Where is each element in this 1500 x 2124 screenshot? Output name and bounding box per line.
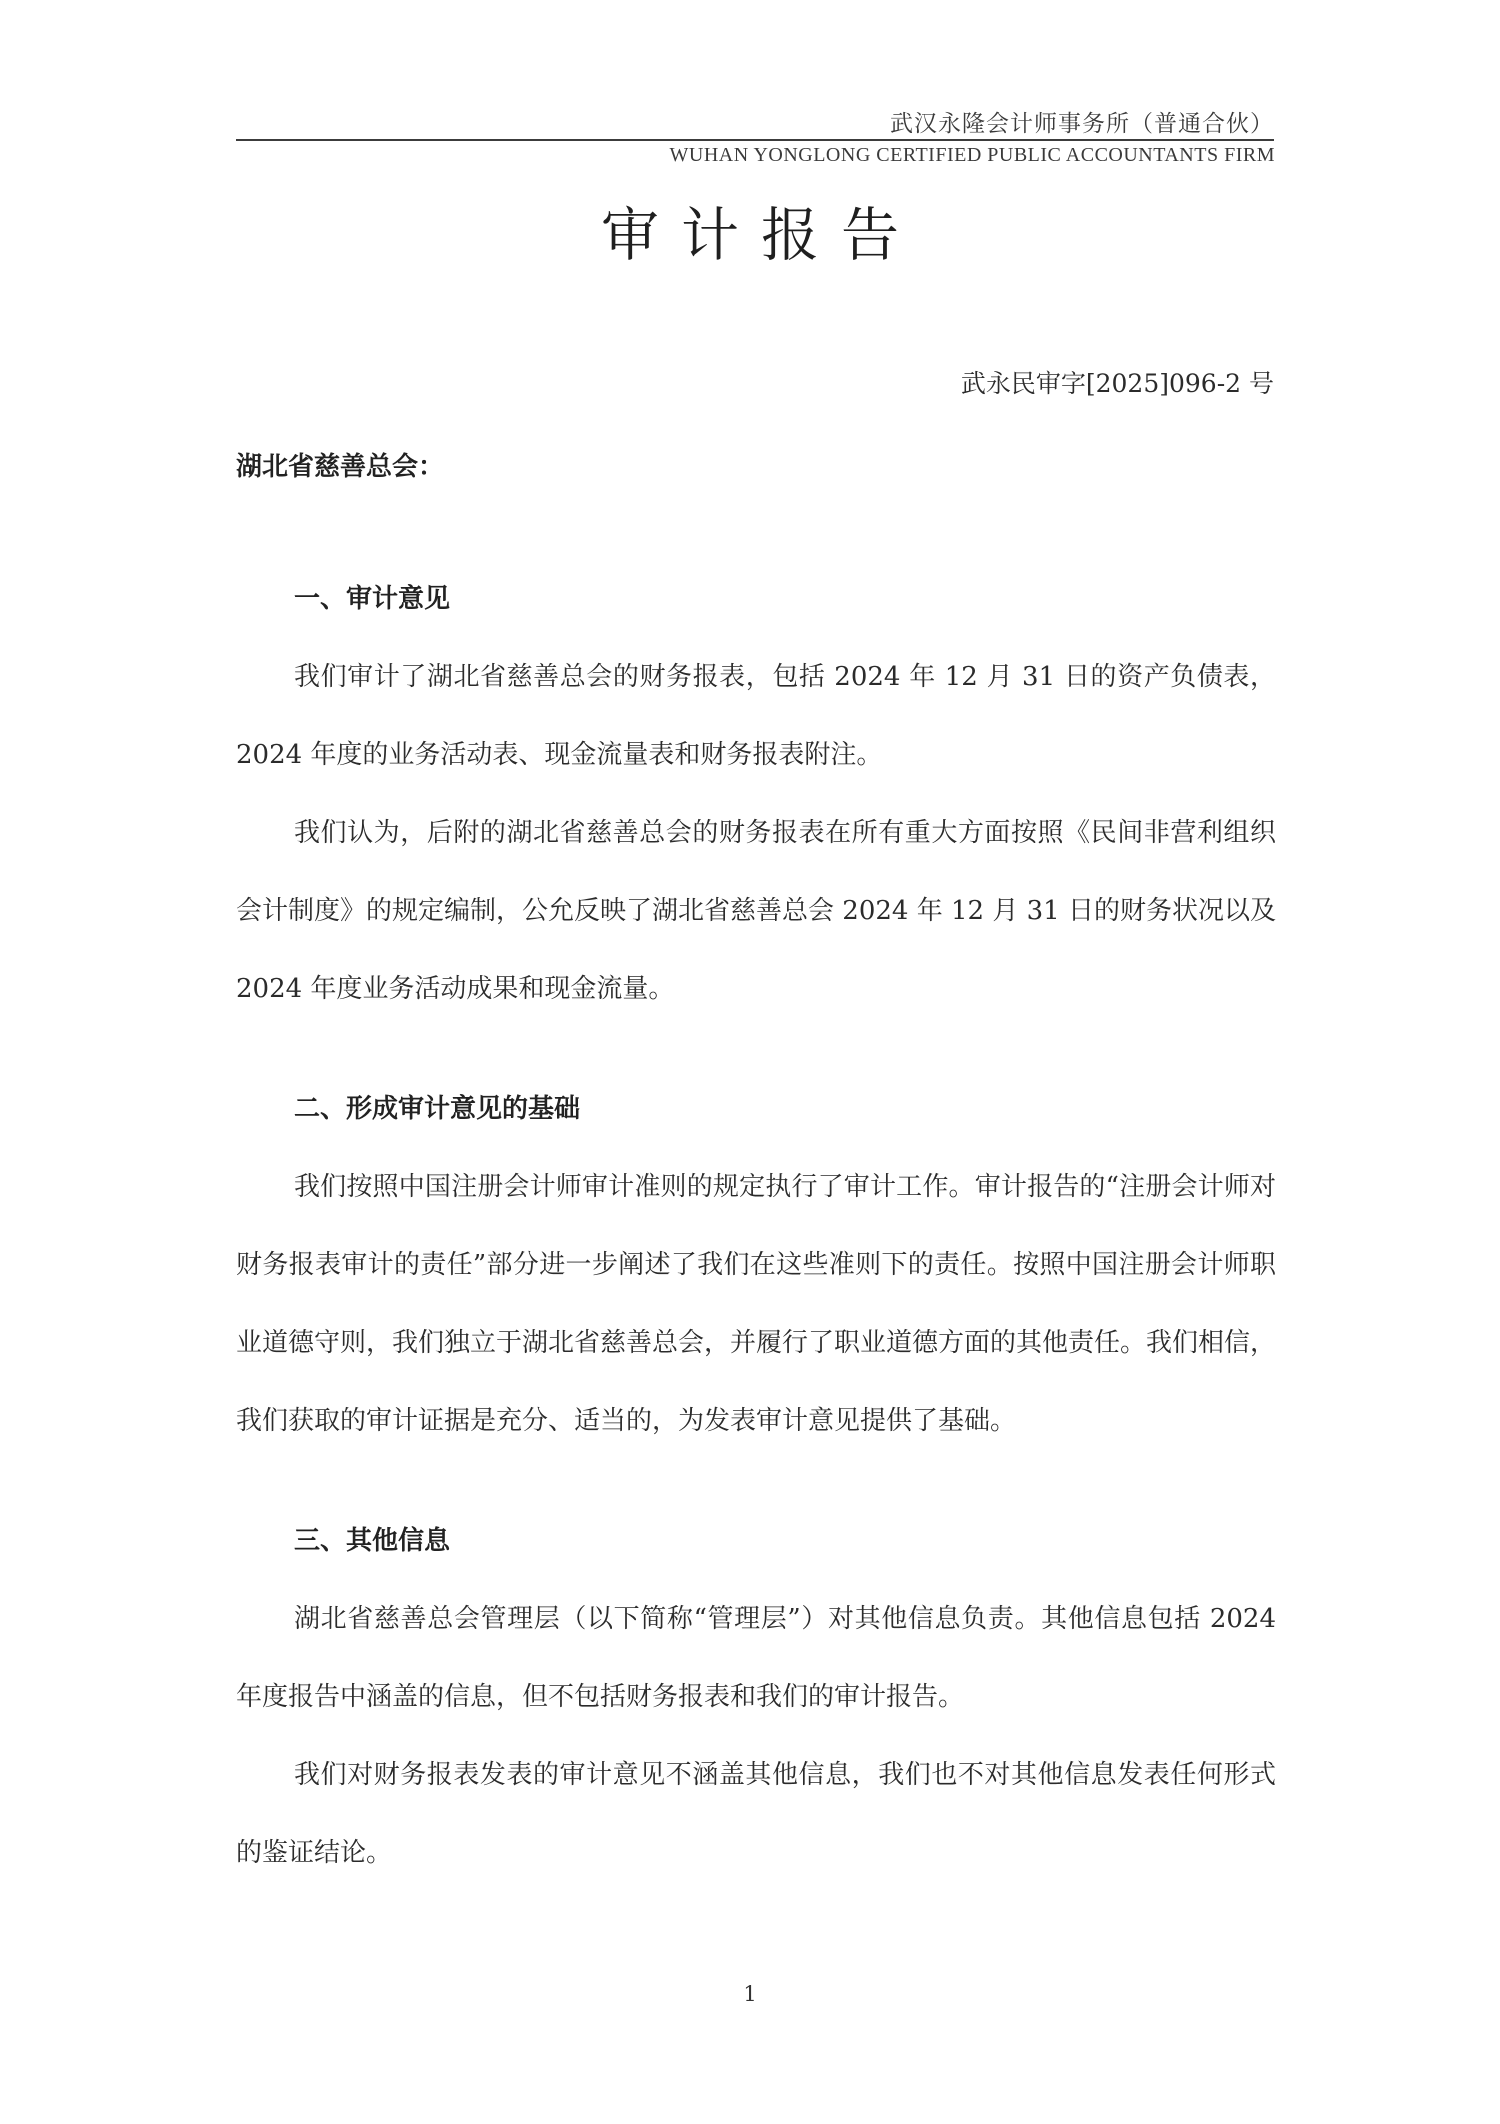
firm-name-en: WUHAN YONGLONG CERTIFIED PUBLIC ACCOUNTANTS FIRM xyxy=(669,144,1275,166)
report-body xyxy=(236,560,1276,1892)
section-heading: 二、形成审计意见的基础 xyxy=(294,1094,581,1124)
section-heading: 一、审计意见 xyxy=(294,584,451,614)
paragraph: 湖北省慈善总会管理层（以下简称“管理层”）对其他信息负责。其他信息包括 2024 年度报告中涵盖的信息，但不包括财务报表和我们的审计报告。 xyxy=(236,1604,1276,1712)
section-heading: 三、其他信息 xyxy=(294,1526,451,1556)
section-audit-opinion xyxy=(236,560,1276,1028)
document-number: 武永民审字[2025]096-2 号 xyxy=(960,369,1274,398)
addressee: 湖北省慈善总会： xyxy=(236,452,445,482)
section-spacer xyxy=(236,1028,1276,1070)
paragraph: 我们认为，后附的湖北省慈善总会的财务报表在所有重大方面按照《民间非营利组织会计制度》的规定编制，公允反映了湖北省慈善总会 2024 年 12 月 31 日的财务状况以及 2024 年度业务活动成果和现金流量。 xyxy=(236,818,1276,1004)
section-basis-for-opinion xyxy=(236,1070,1276,1460)
report-title: 审计报告 xyxy=(600,201,921,269)
paragraph: 我们按照中国注册会计师审计准则的规定执行了审计工作。审计报告的“注册会计师对财务报表审计的责任”部分进一步阐述了我们在这些准则下的责任。按照中国注册会计师职业道德守则，我们独立于湖北省慈善总会，并履行了职业道德方面的其他责任。我们相信，我们获取的审计证据是充分、适当的，为发表审计意见提供了基础。 xyxy=(236,1172,1277,1436)
section-spacer xyxy=(236,1460,1276,1502)
paragraph: 我们审计了湖北省慈善总会的财务报表，包括 2024 年 12 月 31 日的资产负债表，2024 年度的业务活动表、现金流量表和财务报表附注。 xyxy=(236,662,1276,770)
page-number: 1 xyxy=(743,1982,757,2006)
paragraph: 我们对财务报表发表的审计意见不涵盖其他信息，我们也不对其他信息发表任何形式的鉴证结论。 xyxy=(236,1760,1276,1868)
section-other-information xyxy=(236,1502,1276,1892)
firm-name-cn: 武汉永隆会计师事务所（普通合伙） xyxy=(890,111,1274,137)
header-rule xyxy=(236,139,1274,141)
